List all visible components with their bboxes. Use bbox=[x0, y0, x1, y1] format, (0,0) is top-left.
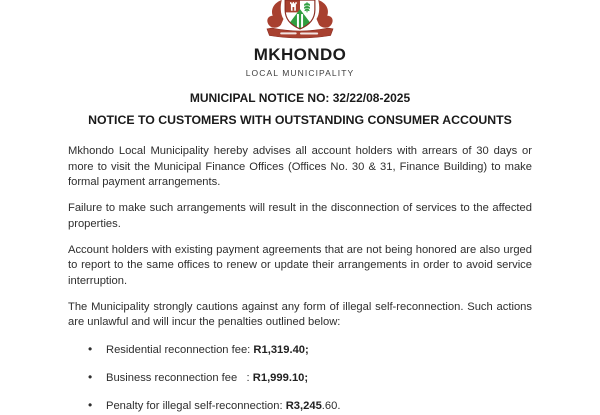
paragraph-existing-agreements: Account holders with existing payment agreements that are not being honored are also urged to report to the same offices to renew or update their arrangements in order to avoid service interruption. bbox=[68, 243, 532, 287]
fee-label: Residential reconnection fee: bbox=[106, 344, 254, 357]
penalty-fee-list bbox=[68, 342, 532, 415]
fee-value-suffix: .60. bbox=[321, 400, 341, 413]
motto-banner bbox=[267, 28, 333, 38]
notice-body bbox=[68, 144, 532, 415]
municipality-subtitle: LOCAL MUNICIPALITY bbox=[245, 68, 355, 78]
bullet-icon: • bbox=[88, 370, 93, 385]
fee-line bbox=[106, 399, 340, 415]
mkhondo-coat-of-arms-logo bbox=[258, 0, 342, 38]
paragraph-illegal-reconnection-caution: The Municipality strongly cautions against any form of illegal self-reconnection. Such actions are unlawful and will incur the penalties outlined below: bbox=[68, 300, 532, 329]
bullet-icon: • bbox=[88, 342, 93, 357]
fee-label: Penalty for illegal self-reconnection: bbox=[106, 400, 286, 413]
bullet-icon: • bbox=[88, 398, 93, 413]
notice-number: MUNICIPAL NOTICE NO: 32/22/08-2025 bbox=[189, 91, 411, 105]
fee-line bbox=[106, 371, 308, 387]
fee-value: R3,245 bbox=[285, 400, 322, 413]
list-item-business-fee bbox=[68, 370, 532, 387]
paragraph-payment-arrangements: Mkhondo Local Municipality hereby advises all account holders with arrears of 30 days or more to visit the Municipal Finance Offices (Offices No. 30 & 31, Finance Building) to make formal payment arrangements. bbox=[68, 145, 532, 189]
notice-title: NOTICE TO CUSTOMERS WITH OUTSTANDING CONSUMER ACCOUNTS bbox=[88, 113, 512, 127]
fee-value: R1,319.40; bbox=[253, 344, 309, 357]
fee-label: Business reconnection fee : bbox=[106, 372, 253, 385]
paragraph-disconnection-warning: Failure to make such arrangements will result in the disconnection of services to the affected properties. bbox=[68, 202, 532, 230]
list-item-illegal-penalty bbox=[68, 398, 532, 415]
list-item-residential-fee bbox=[68, 342, 532, 359]
fee-line bbox=[106, 343, 309, 359]
fee-value: R1,999.10; bbox=[252, 372, 309, 385]
municipality-name: MKHONDO bbox=[253, 45, 347, 64]
document-header bbox=[68, 0, 532, 127]
